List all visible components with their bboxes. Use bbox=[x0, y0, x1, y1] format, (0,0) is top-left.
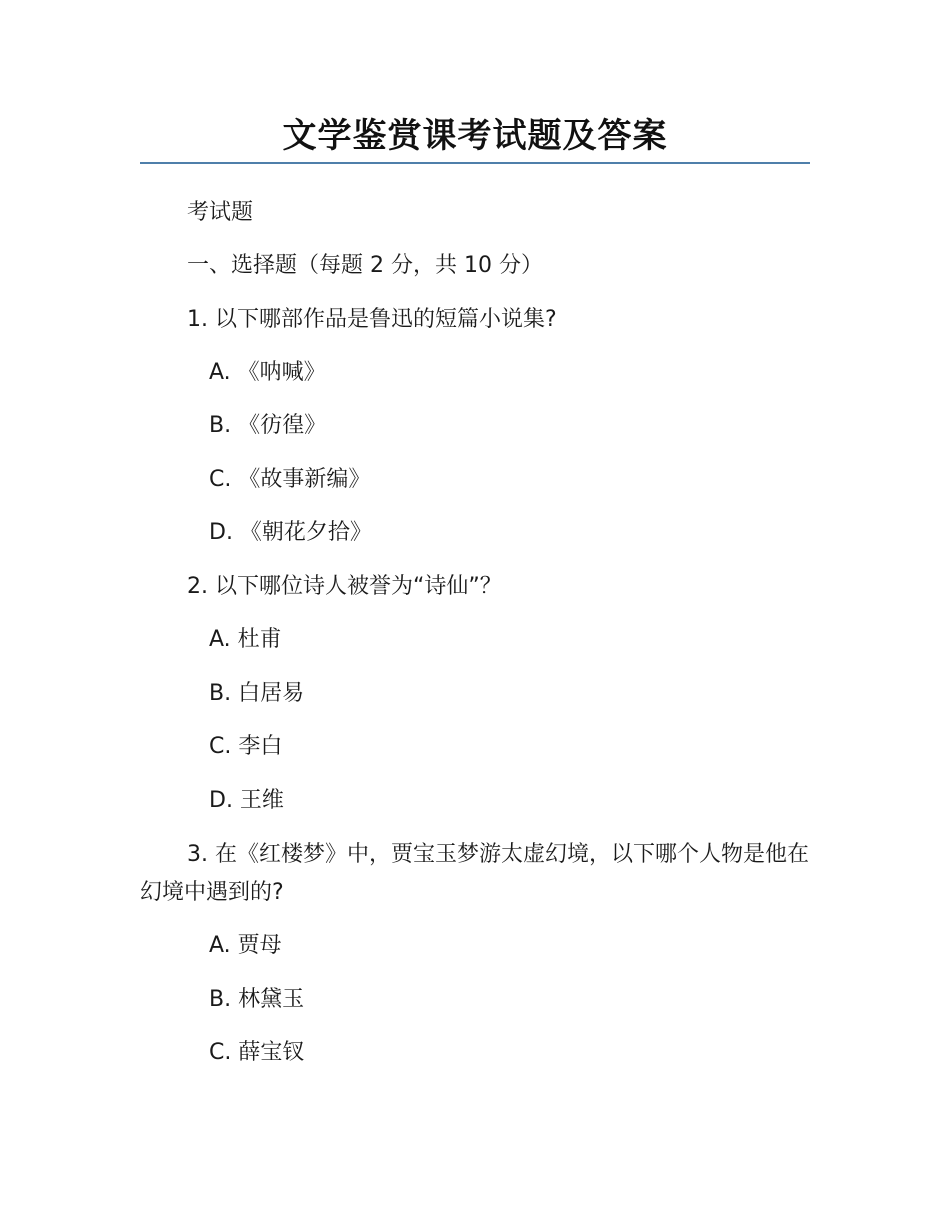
title-underline bbox=[140, 162, 810, 164]
question-1-stem: 1. 以下哪部作品是鲁迅的短篇小说集? bbox=[187, 307, 557, 332]
question-2-option-b: B. 白居易 bbox=[209, 681, 305, 706]
question-3-option-a: A. 贾母 bbox=[209, 933, 282, 958]
question-1-option-d: D. 《朝花夕拾》 bbox=[209, 520, 372, 545]
document-title: 文学鉴赏课考试题及答案 bbox=[282, 116, 668, 156]
section-label: 考试题 bbox=[187, 200, 254, 225]
question-2-stem: 2. 以下哪位诗人被誉为“诗仙”？ bbox=[187, 574, 502, 599]
question-3-option-c: C. 薛宝钗 bbox=[209, 1040, 305, 1065]
question-1-option-c: C. 《故事新编》 bbox=[209, 467, 371, 492]
question-2-option-c: C. 李白 bbox=[209, 734, 283, 759]
part-heading: 一、选择题（每题 2 分，共 10 分） bbox=[187, 253, 543, 278]
question-3-stem: 3. 在《红楼梦》中，贾宝玉梦游太虚幻境，以下哪个人物是他在幻境中遇到的? bbox=[140, 842, 809, 905]
question-2-option-d: D. 王维 bbox=[209, 788, 284, 813]
question-2-option-a: A. 杜甫 bbox=[209, 627, 282, 652]
question-3-option-b: B. 林黛玉 bbox=[209, 987, 305, 1012]
question-1-option-b: B. 《彷徨》 bbox=[209, 413, 327, 438]
question-1-option-a: A. 《呐喊》 bbox=[209, 360, 326, 385]
